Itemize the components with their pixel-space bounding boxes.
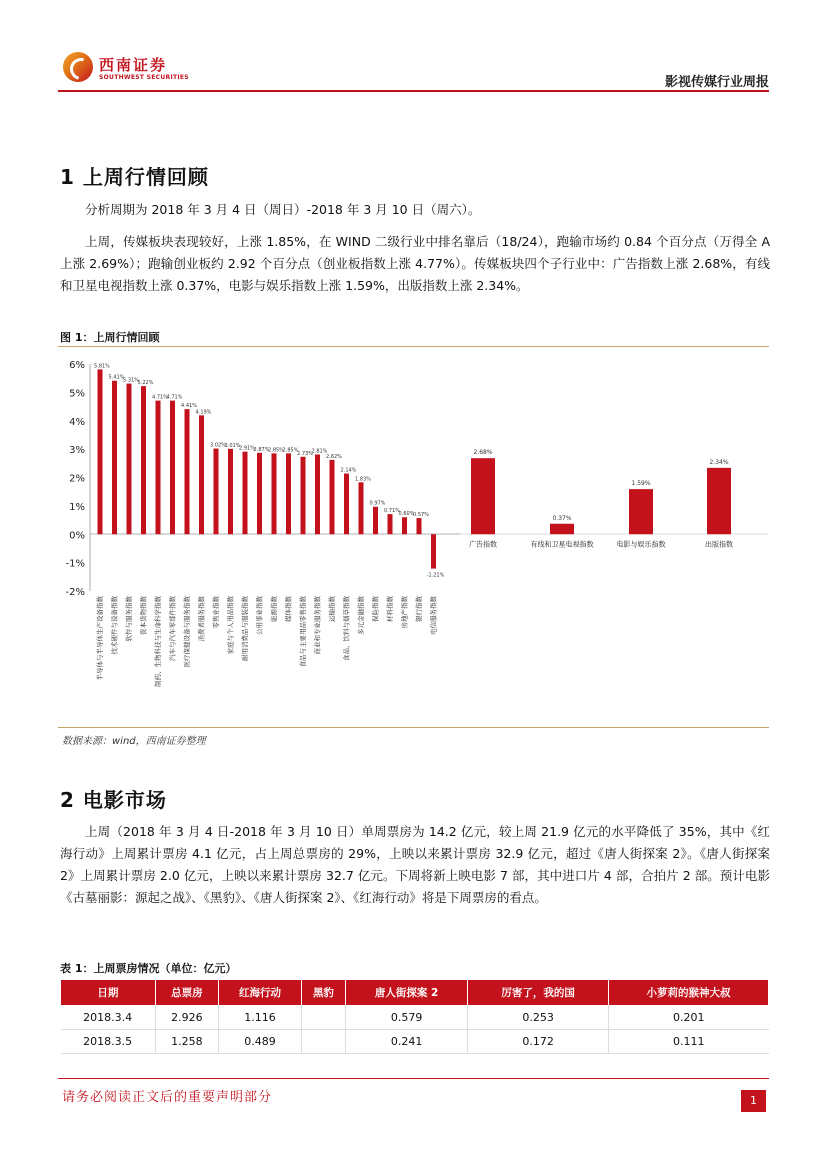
industry-category-label: 半导体与半导体生产设备指数 [96, 596, 104, 681]
industry-category-label: 食品、饮料与烟草指数 [342, 596, 351, 661]
industry-bar [330, 460, 335, 534]
industry-bar-label: 0.60% [398, 511, 415, 518]
industry-bar-label: 0.97% [369, 500, 386, 507]
box-office-table [60, 979, 769, 1054]
figure-bottom-rule [58, 727, 769, 728]
subsector-category-label: 有线和卫星电视指数 [530, 540, 594, 549]
table-cell: 0.201 [608, 1006, 768, 1030]
industry-bars [94, 363, 445, 687]
industry-bar [431, 534, 436, 568]
subsector-bar [707, 468, 731, 534]
header-divider [58, 90, 769, 92]
industry-category-label: 医疗保健设备与服务指数 [183, 596, 191, 668]
figure-1-source: 数据来源：wind，西南证券整理 [62, 736, 206, 747]
subsector-bar [629, 489, 653, 534]
table-cell: 1.258 [155, 1030, 218, 1054]
page-number: 1 [741, 1090, 766, 1112]
y-tick-label: -2% [65, 587, 85, 598]
industry-bar [199, 415, 204, 534]
table-cell [301, 1006, 345, 1030]
y-tick-label: 4% [69, 416, 85, 428]
industry-category-label: 多元金融指数 [357, 596, 365, 635]
header-cell: 黑豹 [301, 980, 345, 1006]
industry-bar-label: 2.81% [311, 448, 328, 455]
industry-bar-label: 2.14% [340, 467, 357, 474]
industry-bar [402, 517, 407, 534]
media-subsector-bars [469, 449, 733, 548]
industry-category-label: 商业和专业服务指数 [313, 596, 322, 655]
table-cell: 0.172 [468, 1030, 609, 1054]
header-cell: 总票房 [155, 980, 218, 1006]
table-cell: 2018.3.5 [61, 1030, 156, 1054]
industry-bar [257, 453, 262, 534]
industry-bar [301, 457, 306, 534]
industry-bar [112, 381, 117, 535]
industry-bar [185, 409, 190, 534]
industry-category-label: 公用事业指数 [255, 596, 264, 635]
table-cell: 2018.3.4 [61, 1006, 156, 1030]
subsector-category-label: 广告指数 [469, 540, 497, 549]
industry-bar [286, 453, 291, 534]
subsector-bar-label: 2.68% [473, 449, 493, 457]
industry-category-label: 资本货物指数 [139, 596, 148, 635]
industry-bar-label: 4.71% [152, 394, 168, 401]
industry-bar-label: 2.85% [268, 447, 284, 454]
industry-bar [243, 452, 248, 535]
industry-bar-label: 2.62% [326, 453, 342, 460]
industry-bar [127, 384, 132, 535]
industry-bar [272, 453, 277, 534]
industry-category-label: 软件与服务指数 [125, 596, 133, 642]
industry-category-label: 家庭与个人用品指数 [226, 596, 235, 655]
figure-1-title: 图 1：上周行情回顾 [60, 331, 160, 344]
header-cell: 日期 [61, 980, 156, 1006]
table-cell: 2.926 [155, 1006, 218, 1030]
table-row [61, 1030, 769, 1054]
section-1-heading: 1 上周行情回顾 [60, 165, 209, 189]
industry-category-label: 电信服务指数 [429, 596, 438, 635]
section-2-heading: 2 电影市场 [60, 788, 167, 812]
section-1-paragraph-1: 分析周期为 2018 年 3 月 4 日（周日）-2018 年 3 月 10 日（周六）。 [85, 202, 481, 217]
table-cell [301, 1030, 345, 1054]
industry-bar [344, 474, 349, 535]
table-row [61, 1006, 769, 1030]
section-2-paragraph-1: 上周（2018 年 3 月 4 日-2018 年 3 月 10 日）单周票房为 14.2 亿元，较上周 21.9 亿元的水平降低了 35%，其中《红海行动》上周累计票房 4.1 亿元，占上周总票房的 29%，上映以来累计票房 32.9 亿元，超过《唐人街探案 2》。《唐人街探案 2》上周累计票房 2.0 亿元，上映以来累计票房 32.7 亿元。下周将新上映电影 7 部，其中进口片 4 部，合拍片 2 部。预计电影《古墓丽影：源起之战》、《黑豹》、《唐人街探案 2》、《红海行动》将是下周票房的看点。 [60, 824, 770, 905]
header-cell: 唐人街探案 2 [346, 980, 468, 1006]
subsector-bar [471, 458, 495, 534]
y-tick-label: 3% [69, 445, 85, 457]
industry-bar-label: 5.81% [94, 363, 110, 370]
industry-category-label: 银行指数 [415, 596, 423, 622]
industry-bar [388, 514, 393, 534]
market-review-chart [58, 350, 770, 728]
industry-bar-label: 2.91% [239, 445, 255, 452]
table-cell: 0.579 [346, 1006, 468, 1030]
industry-bar-label: 0.57% [413, 512, 429, 519]
subsector-bar [550, 524, 574, 534]
header-cell: 厉害了，我的国 [468, 980, 609, 1006]
industry-category-label: 汽车与汽车零部件指数 [168, 596, 177, 661]
y-tick-label: 5% [69, 388, 85, 400]
industry-bar [170, 401, 175, 535]
table-1-title: 表 1：上周票房情况（单位：亿元） [60, 962, 237, 975]
industry-bar-label: 4.71% [166, 394, 183, 401]
industry-category-label: 能源指数 [270, 596, 278, 622]
table-cell: 1.116 [219, 1006, 302, 1030]
industry-bar-label: 1.83% [355, 476, 371, 483]
y-axis [66, 360, 90, 598]
industry-category-label: 材料指数 [386, 596, 394, 622]
industry-bar [373, 507, 378, 535]
y-tick-label: 2% [69, 473, 85, 485]
industry-category-label: 运输指数 [328, 596, 336, 622]
table-cell: 0.111 [608, 1030, 768, 1054]
table-cell: 0.489 [219, 1030, 302, 1054]
y-tick-label: 1% [69, 501, 85, 513]
industry-bar-label: -1.21% [426, 572, 445, 579]
industry-bar [228, 449, 233, 534]
industry-bar-label: 0.71% [384, 508, 400, 515]
industry-bar-label: 4.19% [195, 409, 212, 416]
industry-category-label: 技术硬件与设备指数 [110, 596, 119, 655]
industry-bar-label: 5.22% [137, 380, 154, 387]
industry-bar-label: 2.85% [282, 447, 299, 454]
industry-bar-label: 3.01% [224, 442, 241, 449]
industry-bar [156, 401, 161, 535]
industry-bar [141, 386, 146, 534]
industry-bar [214, 449, 219, 535]
industry-category-label: 媒体指数 [284, 596, 293, 622]
industry-category-label: 保险指数 [371, 596, 380, 622]
industry-category-label: 房地产指数 [400, 596, 409, 629]
industry-bar [359, 482, 364, 534]
logo-english-name: SOUTHWEST SECURITIES [99, 74, 189, 81]
industry-bar-label: 3.02% [210, 442, 226, 449]
industry-category-label: 食品与主要用品零售指数 [299, 596, 307, 668]
table-cell: 0.241 [346, 1030, 468, 1054]
footer-divider [58, 1078, 769, 1079]
subsector-bar-label: 2.34% [709, 458, 729, 466]
industry-category-label: 零售业指数 [212, 596, 220, 629]
industry-bar-label: 4.41% [181, 403, 197, 410]
industry-bar [417, 518, 422, 534]
industry-category-label: 制药、生物科技与生命科学指数 [154, 596, 162, 687]
subsector-category-label: 电影与娱乐指数 [616, 540, 666, 549]
industry-bar-label: 5.31% [123, 377, 139, 384]
industry-category-label: 耐用消费品与服装指数 [241, 596, 249, 661]
industry-bar [315, 455, 320, 535]
table-cell: 0.253 [468, 1006, 609, 1030]
industry-bar-label: 5.41% [108, 374, 125, 381]
industry-bar [98, 369, 103, 534]
y-tick-label: 0% [69, 530, 85, 542]
industry-bar-label: 2.73% [297, 450, 313, 457]
logo-name: 西南证券 [99, 56, 168, 74]
header-cell: 小萝莉的猴神大叔 [608, 980, 768, 1006]
footer-disclaimer: 请务必阅读正文后的重要声明部分 [62, 1090, 273, 1105]
section-1-paragraph-2: 上周，传媒板块表现较好，上涨 1.85%，在 WIND 二级行业中排名靠后（18/24），跑输市场约 0.84 个百分点（万得全 A 上涨 2.69%）；跑输创业板约 2.92 个百分点（创业板指数上涨 4.77%）。传媒板块四个子行业中：广告指数上涨 2.68%，有线和卫星电视指数上涨 0.37%，电影与娱乐指数上涨 1.59%，出版指数上涨 2.34%。 [60, 234, 770, 293]
y-tick-label: -1% [65, 558, 85, 570]
table-header-row [61, 980, 769, 1006]
industry-category-label: 消费者服务指数 [197, 596, 206, 642]
subsector-bar-label: 0.37% [552, 514, 572, 522]
figure-top-rule [58, 346, 769, 347]
header-cell: 红海行动 [219, 980, 302, 1006]
subsector-bar-label: 1.59% [631, 480, 651, 488]
report-title: 影视传媒行业周报 [664, 75, 769, 90]
industry-bar-label: 2.87% [253, 446, 270, 453]
subsector-category-label: 出版指数 [705, 540, 733, 549]
y-tick-label: 6% [69, 360, 85, 371]
